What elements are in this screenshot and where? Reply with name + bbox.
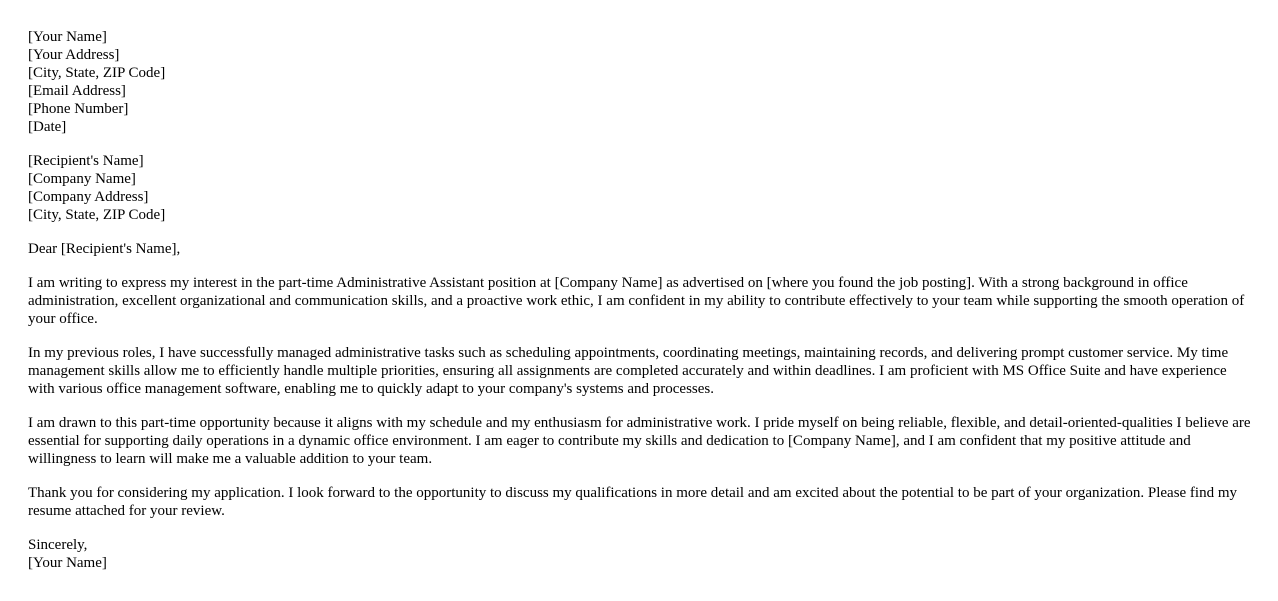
recipient-company-address: [Company Address] (28, 189, 149, 205)
salutation: Dear [Recipient's Name], (28, 241, 181, 257)
valediction: Sincerely, (28, 537, 88, 553)
letter-date: [Date] (28, 119, 67, 135)
sender-name: [Your Name] (28, 29, 107, 45)
recipient-name: [Recipient's Name] (28, 153, 144, 169)
recipient-city-state-zip: [City, State, ZIP Code] (28, 207, 166, 223)
sender-city-state-zip: [City, State, ZIP Code] (28, 65, 166, 81)
body-paragraph-experience: In my previous roles, I have successfully managed administrative tasks such as scheduling appointments, coordinating meetings, maintaining records, and delivering prompt customer service. My time management skills allow me to efficiently handle multiple priorities, ensuring all assignments are completed accurately and within deadlines. I am proficient with MS Office Suite and have experience with various office management software, enabling me to quickly adapt to your company's systems and processes. (28, 345, 1229, 397)
sender-phone: [Phone Number] (28, 101, 129, 117)
sender-block (28, 28, 1253, 136)
recipient-company: [Company Name] (28, 171, 136, 187)
signature-name: [Your Name] (28, 555, 107, 571)
body-paragraph-thanks: Thank you for considering my application. I look forward to the opportunity to discuss my qualifications in more detail and am excited about the potential to be part of your organization. Please find my resume attached for your review. (28, 485, 1238, 519)
cover-letter (28, 28, 1253, 588)
body-paragraph-intro: I am writing to express my interest in the part-time Administrative Assistant position at [Company Name] as advertised on [where you found the job posting]. With a strong background in office administration, excellent organizational and communication skills, and a proactive work ethic, I am confident in my ability to contribute effectively to your team while supporting the smooth operation of your office. (28, 275, 1245, 327)
sender-address: [Your Address] (28, 47, 120, 63)
closing-block (28, 536, 1253, 572)
recipient-block (28, 152, 1253, 224)
body-paragraph-motivation: I am drawn to this part-time opportunity because it aligns with my schedule and my enthusiasm for administrative work. I pride myself on being reliable, flexible, and detail-oriented-qualities I believe are essential for supporting daily operations in a dynamic office environment. I am eager to contribute my skills and dedication to [Company Name], and I am confident that my positive attitude and willingness to learn will make me a valuable addition to your team. (28, 415, 1251, 467)
sender-email: [Email Address] (28, 83, 126, 99)
